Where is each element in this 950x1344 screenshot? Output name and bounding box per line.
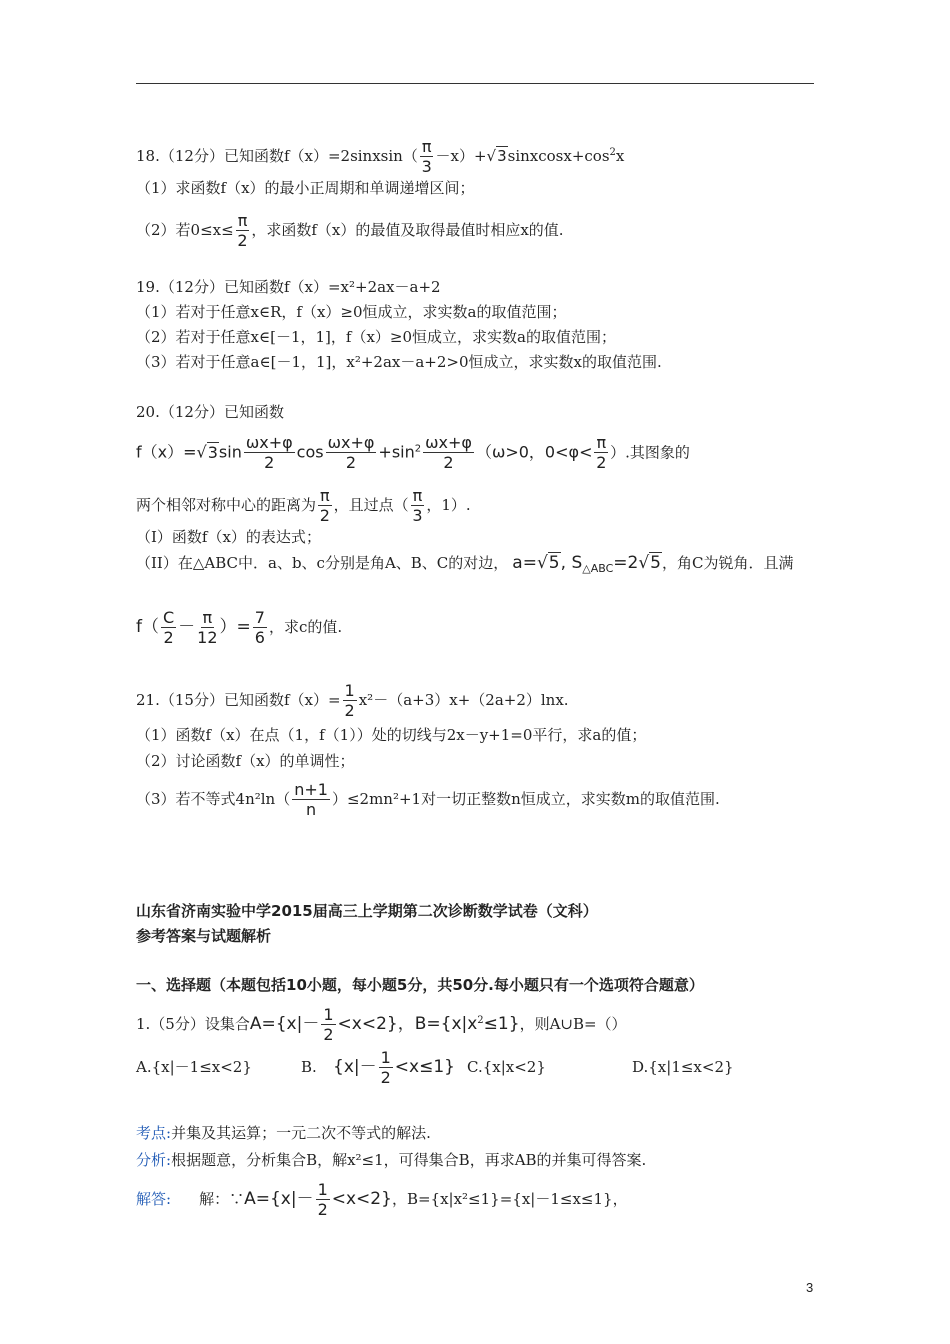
question-19-stem: 19.（12分）已知函数f（x）=x²+2ax－a+2 (136, 278, 441, 296)
answer-q1-option-b-label: B. (301, 1058, 317, 1076)
question-18-stem: 18.（12分）已知函数f（x）=2sinxsin（ $\frac{\pi}{3}$ $-x)+√3sinxcosx+\cos^2x$ (136, 137, 625, 176)
answers-title: 山东省济南实验中学2015届高三上学期第二次诊断数学试卷（文科） (136, 902, 598, 920)
section-heading: 一、选择题（本题包括10小题，每小题5分，共50分.每小题只有一个选项符合题意） (136, 976, 704, 994)
question-20-stem: 20.（12分）已知函数 (136, 403, 284, 421)
question-21-part-2: （2）讨论函数f（x）的单调性； (136, 752, 355, 770)
question-21-part-3: （3）若不等式4n²ln（ $\frac{n+1}{n}$ ）≤2mn²+1对一切正整数n恒成立，求实数m的取值范围. (136, 780, 720, 819)
answer-q1-option-a: A.{x|－1≤x<2} (136, 1058, 252, 1076)
fraction: $\frac{\omega x+\varphi}{2}$ (327, 433, 375, 472)
question-20-part-1: （I）函数f（x）的表达式； (136, 528, 321, 546)
fraction: $\frac{\pi}{2}$ (319, 486, 330, 525)
question-20-part-2: （II）在△ABC中．a、b、c分别是角A、B、C的对边， a=√5, $S_{\triangle ABC}=2√5$，角C为锐角．且满 (136, 553, 794, 575)
question-18-part-1: （1）求函数f（x）的最小正周期和单调递增区间； (136, 179, 475, 197)
question-20-line-2: 两个相邻对称中心的距离为 $\frac{\pi}{2}$ ，且过点（ $\frac{\pi}{3}$ ，1）. (136, 486, 471, 525)
fenxi-line: 分析:根据题意，分析集合B，解x²≤1，可得集合B，再求AB的并集可得答案. (136, 1151, 647, 1169)
question-19-part-2: （2）若对于任意x∈[－1，1]，f（x）≥0恒成立，求实数a的取值范围； (136, 328, 616, 346)
question-19-part-1: （1）若对于任意x∈R，f（x）≥0恒成立，求实数a的取值范围； (136, 303, 567, 321)
fraction: $\frac{\pi}{2}$ (596, 433, 607, 472)
fraction: $\frac{\pi}{3}$ (412, 486, 423, 525)
kaodian-label: 考点: (136, 1124, 172, 1142)
question-21-part-1: （1）函数f（x）在点（1，f（1））处的切线与2x－y+1=0平行，求a的值； (136, 726, 647, 744)
fraction: $\frac{1}{2}$ (323, 1005, 334, 1044)
fraction: $\frac{1}{2}$ (344, 681, 355, 720)
question-20-part-3: f（ $\frac{C}{2}$ － $\frac{\pi}{12}$ ）= $\frac{7}{6}$ ，求c的值. (136, 608, 343, 647)
page-number: 3 (806, 1280, 814, 1295)
fraction: $\frac{\pi}{3}$ (421, 137, 432, 176)
fraction: $\frac{\omega x+\varphi}{2}$ (245, 433, 293, 472)
fraction: $\frac{\omega x+\varphi}{2}$ (425, 433, 472, 472)
answers-subtitle: 参考答案与试题解析 (136, 927, 272, 945)
fraction: $\frac{\pi}{2}$ (237, 211, 248, 250)
kaodian-line: 考点:并集及其运算；一元二次不等式的解法. (136, 1124, 431, 1142)
question-19-part-3: （3）若对于任意a∈[－1，1]，x²+2ax－a+2>0恒成立，求实数x的取值范围. (136, 353, 662, 371)
question-18-part-2: （2）若0≤x≤ $\frac{\pi}{2}$ ，求函数f（x）的最值及取得最值时相应x的值. (136, 211, 564, 250)
fraction: $\frac{1}{2}$ (317, 1180, 328, 1219)
fraction: $\frac{7}{6}$ (254, 608, 265, 647)
question-21-stem: 21.（15分）已知函数f（x）= $\frac{1}{2}$ x²－（a+3）x+（2a+2）lnx. (136, 681, 569, 720)
fraction: $\frac{1}{2}$ (380, 1048, 391, 1087)
fraction: $\frac{C}{2}$ (163, 608, 175, 647)
answer-q1-option-c: C.{x|x<2} (467, 1058, 546, 1076)
fraction: $\frac{\pi}{12}$ (197, 608, 218, 647)
answer-q1-option-d: D.{x|1≤x<2} (632, 1058, 734, 1076)
answer-q1-stem: 1.（5分）设集合A={x|－ $\frac{1}{2}$ <x<2}，$B=\{x|x^2\le 1\}$，则A∪B=（） (136, 1005, 627, 1044)
answer-q1-option-b: {x|－ $\frac{1}{2}$ <x≤1} (333, 1048, 455, 1087)
fraction: $\frac{n+1}{n}$ (294, 780, 328, 819)
sqrt: √3 (486, 147, 507, 165)
header-rule (136, 83, 814, 84)
jieda-line: 解答: 解：∵A={x|－ $\frac{1}{2}$ <x<2}，B={x|x²≤1}={x|－1≤x≤1}， (136, 1180, 628, 1219)
question-20-formula: f（x）=√3sin $\frac{\omega x+\varphi}{2}$ cos $\frac{\omega x+\varphi}{2}$ $+\sin^2$ $\frac{\omega x+\varphi}{2}$ （ω>0，0<φ< $\frac{\pi}{2}$ ）.其图象的 (136, 433, 690, 472)
fenxi-label: 分析: (136, 1151, 172, 1169)
jieda-label: 解答: (136, 1190, 172, 1208)
